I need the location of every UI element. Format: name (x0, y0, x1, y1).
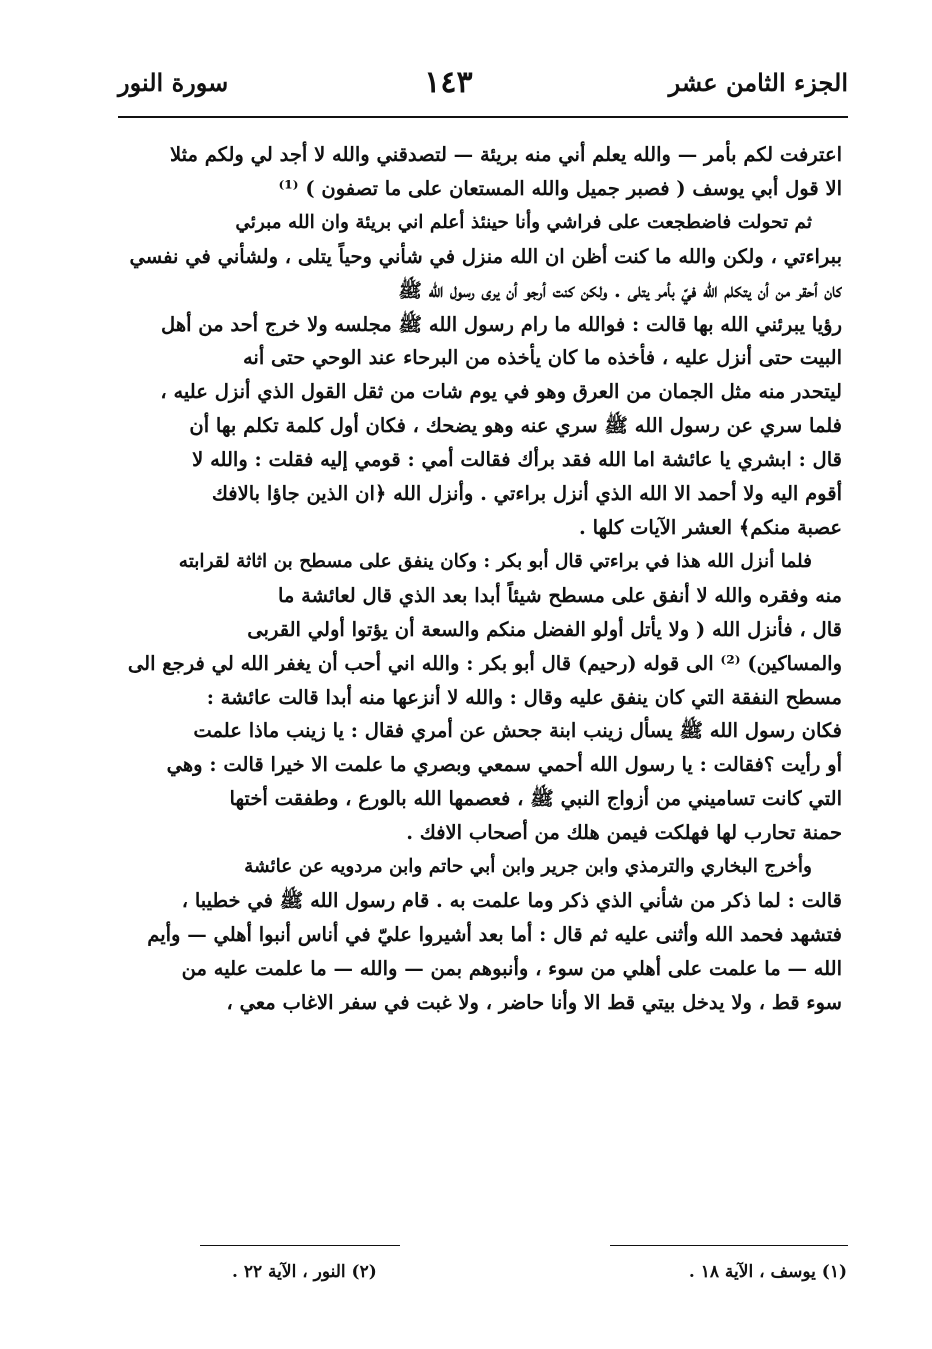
text-line: كان أحقر من أن يتكلم الله فيّ بأمر يتلى . ولكن كنت أرجو أن يرى رسول الله ﷺ (398, 278, 842, 302)
text-line: اعترفت لكم بأمر — والله يعلم أني منه بريئة — لتصدقني والله لا أجد لي ولكم مثلا (169, 143, 842, 166)
footnote-divider (200, 1245, 400, 1246)
part-title: الجزء الثامن عشر (668, 67, 848, 97)
main-text (128, 138, 842, 1020)
surah-title: سورة النور (118, 67, 229, 97)
text-line: فلما سري عن رسول الله ﷺ سري عنه وهو يضحك ، فكان أول كلمة تكلم بها أن (189, 414, 842, 438)
text-line: البيت حتى أنزل عليه ، فأخذه ما كان يأخذه من البرحاء عند الوحي حتى أنه (242, 346, 842, 370)
page-header (118, 58, 848, 106)
text-line: الله — ما علمت على أهلي من سوء ، وأنبوهم بمن — والله — ما علمت عليه من (181, 956, 842, 980)
header-divider (118, 116, 848, 118)
text-line: الا قول أبي يوسف ( فصبر جميل والله المستعان على ما تصفون ) ⁽¹⁾ (278, 176, 842, 200)
text-line: حمنة تحارب لها فهلكت فيمن هلك من أصحاب الافك . (406, 821, 842, 845)
text-line: التي كانت تساميني من أزواج النبي ﷺ ، فعصمها الله بالورع ، وطفقت أختها (229, 787, 842, 811)
text-line: والمساكين) ⁽²⁾ الى قوله (رحيم) قال أبو بكر : والله اني أحب أن يغفر الله لي فرجع الى (128, 651, 842, 675)
page-number: ١٤٣ (424, 64, 473, 100)
text-line: مسطح النفقة التي كان ينفق عليه وقال : والله لا أنزعها منه أبدا قالت عائشة : (206, 685, 842, 709)
paragraph (128, 206, 842, 545)
text-line: منه وفقره والله لا أنفق على مسطح شيئاً أبدا بعد الذي قال لعائشة ما (277, 583, 842, 607)
paragraph (128, 850, 842, 1020)
text-line: عصبة منكم﴾ العشر الآيات كلها . (579, 515, 842, 539)
text-line: سوء قط ، ولا يدخل بيتي قط الا وأنا حاضر ، ولا غبت في سفر الاغاب معي ، (226, 990, 842, 1014)
text-line: قال : ابشري يا عائشة اما الله فقد برأك فقالت أمي : قومي إليه فقلت : والله لا (192, 448, 842, 472)
text-line: رؤيا يبرئني الله بها قالت : فوالله ما رام رسول الله ﷺ مجلسه ولا خرج أحد من أهل (161, 312, 842, 336)
text-line: وأخرج البخاري والترمذي وابن جرير وابن أبي حاتم وابن مردويه عن عائشة (244, 856, 812, 878)
footnote-2: (٢) النور ، الآية ٢٢ . (232, 1262, 377, 1282)
text-line: ثم تحولت فاضطجعت على فراشي وأنا حينئذ أعلم اني بريئة وان الله مبرئي (235, 211, 812, 233)
text-line: فتشهد فحمد الله وأثنى عليه ثم قال : أما بعد أشيروا عليّ في أناس أنبوا أهلي — وأيم (147, 922, 842, 946)
text-line: أو رأيت ؟فقالت : يا رسول الله أحمي سمعي وبصري ما علمت الا خيرا قالت : وهي (166, 753, 842, 777)
text-line: فكان رسول الله ﷺ يسأل زينب ابنة جحش عن أمري فقال : يا زينب ماذا علمت (193, 719, 842, 743)
text-line: ببراءتي ، ولكن والله ما كنت أظن ان الله منزل في شأني وحياً يتلى ، ولشأني في نفسي (129, 244, 842, 268)
text-line: فلما أنزل الله هذا في براءتي قال أبو بكر : وكان ينفق على مسطح بن اثاثة لقرابته (178, 550, 812, 572)
text-line: ليتحدر منه مثل الجمان من العرق وهو في يوم شات من ثقل القول الذي أنزل عليه ، (160, 380, 842, 404)
footnote-divider (610, 1245, 848, 1246)
paragraph (128, 138, 842, 206)
text-line: أقوم اليه ولا أحمد الا الله الذي أنزل براءتي . وأنزل الله ﴿ان الذين جاؤا بالافك (211, 482, 842, 506)
paragraph (128, 545, 842, 850)
text-line: قال ، فأنزل الله ( ولا يأتل أولو الفضل منكم والسعة أن يؤتوا أولي القربى (247, 617, 842, 641)
text-line: قالت : لما ذكر من شأني الذي ذكر وما علمت به . قام رسول الله ﷺ في خطيبا ، (181, 888, 842, 912)
footnote-1: (١) يوسف ، الآية ١٨ . (688, 1262, 847, 1282)
